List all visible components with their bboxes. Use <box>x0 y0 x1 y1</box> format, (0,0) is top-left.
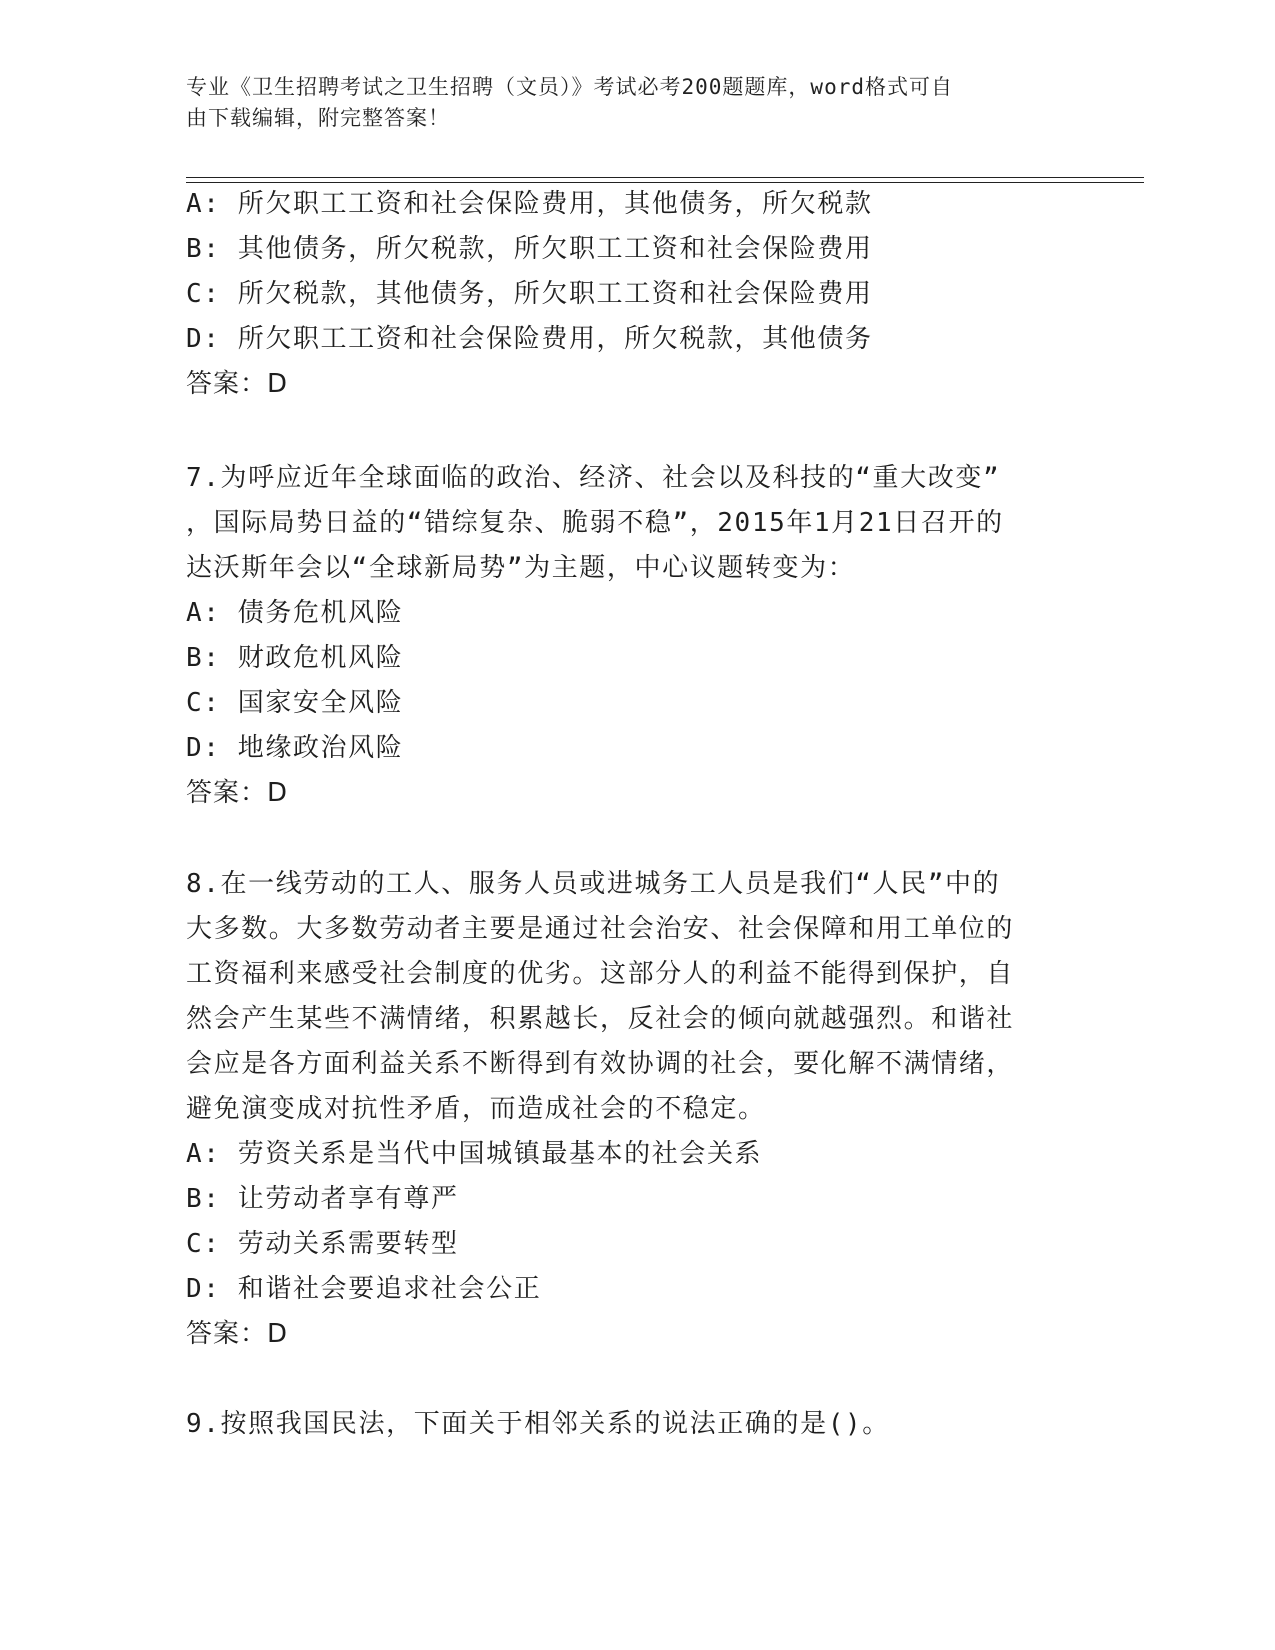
question-8-option-d: D: 和谐社会要追求社会公正 <box>186 1274 542 1304</box>
question-7-option-b: B: 财政危机风险 <box>186 643 404 673</box>
question-9-block <box>186 1402 1076 1447</box>
question-6-option-c: C: 所欠税款，其他债务，所欠职工工资和社会保险费用 <box>186 279 873 309</box>
question-7-block <box>186 456 1076 816</box>
question-7-stem-line: 达沃斯年会以“全球新局势”为主题，中心议题转变为： <box>186 553 856 583</box>
question-6-block <box>186 182 1076 407</box>
question-6-option-d: D: 所欠职工工资和社会保险费用，所欠税款，其他债务 <box>186 324 873 354</box>
question-8-option-c: C: 劳动关系需要转型 <box>186 1229 459 1259</box>
question-8-stem-line: 会应是各方面利益关系不断得到有效协调的社会，要化解不满情绪， <box>186 1049 1015 1079</box>
question-7-answer: 答案：D <box>186 778 289 808</box>
question-8-block <box>186 862 1076 1357</box>
question-8-stem-line: 8.在一线劳动的工人、服务人员或进城务工人员是我们“人民”中的 <box>186 869 1001 899</box>
question-7-stem-line: 7.为呼应近年全球面临的政治、经济、社会以及科技的“重大改变” <box>186 463 1001 493</box>
question-8-stem-line: 然会产生某些不满情绪，积累越长，反社会的倾向就越强烈。和谐社 <box>186 1004 1015 1034</box>
document-header <box>186 72 1066 134</box>
question-8-option-a: A: 劳资关系是当代中国城镇最基本的社会关系 <box>186 1139 763 1169</box>
question-6-option-b: B: 其他债务，所欠税款，所欠职工工资和社会保险费用 <box>186 234 873 264</box>
question-7-stem <box>186 456 1076 591</box>
question-7-option-a: A: 债务危机风险 <box>186 598 404 628</box>
header-line-2: 由下载编辑，附完整答案！ <box>186 106 450 130</box>
question-7-stem-line: ，国际局势日益的“错综复杂、脆弱不稳”，2015年1月21日召开的 <box>186 508 1004 538</box>
question-8-stem <box>186 862 1076 1132</box>
question-7-option-d: D: 地缘政治风险 <box>186 733 404 763</box>
question-8-stem-line: 大多数。大多数劳动者主要是通过社会治安、社会保障和用工单位的 <box>186 914 1015 944</box>
question-6-answer: 答案：D <box>186 369 289 399</box>
question-9-stem-line: 9.按照我国民法，下面关于相邻关系的说法正确的是()。 <box>186 1409 890 1439</box>
question-7-option-c: C: 国家安全风险 <box>186 688 404 718</box>
header-line-1: 专业《卫生招聘考试之卫生招聘（文员）》考试必考200题题库，word格式可自 <box>186 75 953 99</box>
question-8-option-b: B: 让劳动者享有尊严 <box>186 1184 459 1214</box>
question-6-option-a: A: 所欠职工工资和社会保险费用，其他债务，所欠税款 <box>186 189 873 219</box>
question-8-stem-line: 工资福利来感受社会制度的优劣。这部分人的利益不能得到保护，自 <box>186 959 1015 989</box>
question-8-stem-line: 避免演变成对抗性矛盾，而造成社会的不稳定。 <box>186 1094 766 1124</box>
question-8-answer: 答案：D <box>186 1319 289 1349</box>
header-divider-top <box>186 177 1144 178</box>
